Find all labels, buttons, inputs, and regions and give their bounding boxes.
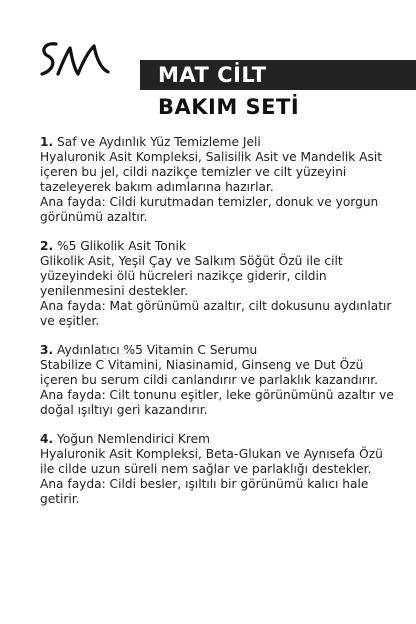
- product-list: [40, 135, 400, 521]
- logo-icon: [38, 38, 112, 84]
- product-name: Saf ve Aydınlık Yüz Temizleme Jeli: [57, 135, 261, 149]
- product-description: Hyaluronik Asit Kompleksi, Salisilik Asit ve Mandelik Asit içeren bu jel, cildi nazikçe temizler ve cilt yüzeyini tazeleyerek bakım adımlarına hazırlar.: [40, 150, 383, 194]
- product-item: [40, 432, 400, 507]
- product-title: [40, 239, 400, 254]
- product-name: Aydınlatıcı %5 Vitamin C Serumu: [57, 343, 258, 357]
- product-item: [40, 135, 400, 225]
- brand-logo: [38, 38, 112, 84]
- product-name: %5 Glikolik Asit Tonik: [57, 239, 186, 253]
- page-title-line1: MAT CİLT: [158, 63, 267, 87]
- product-number: 2.: [40, 239, 54, 253]
- product-title: [40, 343, 400, 358]
- page-title-line2: BAKIM SETİ: [158, 95, 300, 119]
- product-title: [40, 432, 400, 447]
- product-item: [40, 343, 400, 418]
- product-title: [40, 135, 400, 150]
- product-number: 3.: [40, 343, 54, 357]
- product-description: Glikolik Asit, Yeşil Çay ve Salkım Söğüt Özü ile cilt yüzeyindeki ölü hücreleri nazikçe giderir, cildin yenilenmesini destekler.: [40, 254, 343, 298]
- product-benefit: Ana fayda: Mat görünümü azaltır, cilt dokusunu aydınlatır ve eşitler.: [40, 299, 392, 328]
- product-name: Yoğun Nemlendirici Krem: [57, 432, 211, 446]
- title-banner: [140, 60, 416, 90]
- product-number: 1.: [40, 135, 54, 149]
- product-description: Hyaluronik Asit Kompleksi, Beta-Glukan ve Aynısefa Özü ile cilde uzun süreli nem sağlar ve parlaklığı destekler.: [40, 447, 383, 476]
- product-benefit: Ana fayda: Cildi besler, ışıltılı bir görünümü kalıcı hale getirir.: [40, 477, 369, 506]
- product-benefit: Ana fayda: Cilt tonunu eşitler, leke görünümünü azaltır ve doğal ışıltıyı geri kazandırır.: [40, 388, 394, 417]
- product-benefit: Ana fayda: Cildi kurutmadan temizler, donuk ve yorgun görünümü azaltır.: [40, 195, 379, 224]
- product-description: Stabilize C Vitamini, Niasinamid, Ginseng ve Dut Özü içeren bu serum cildi canlandırır ve parlaklık kazandırır.: [40, 358, 379, 387]
- product-item: [40, 239, 400, 329]
- product-number: 4.: [40, 432, 54, 446]
